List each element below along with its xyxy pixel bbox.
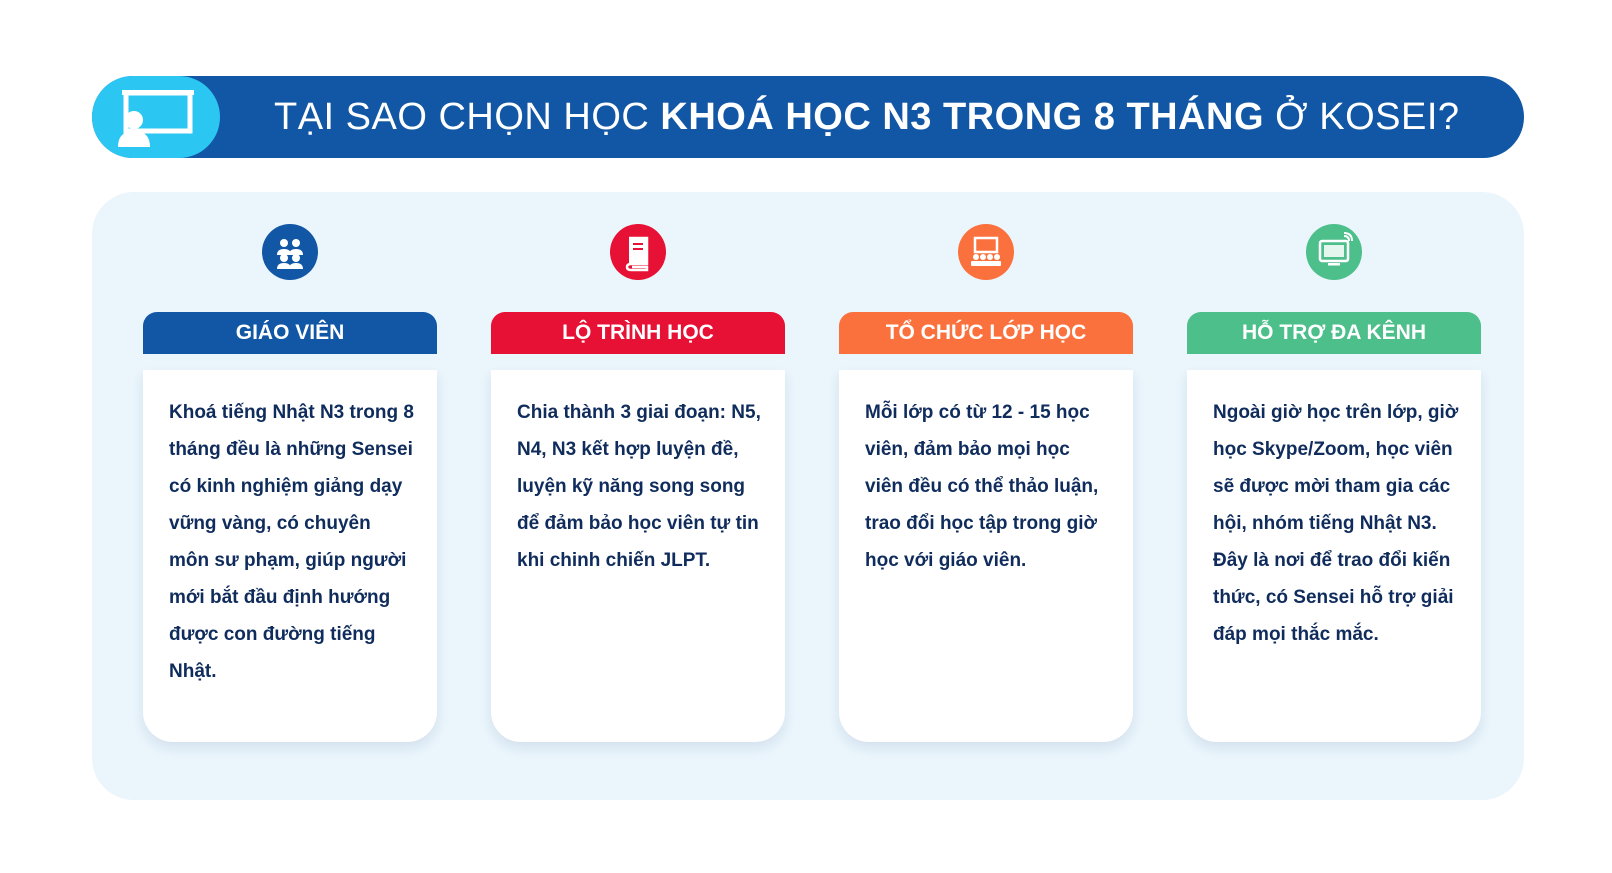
feature-card xyxy=(1187,370,1481,742)
feature-title: TỔ CHỨC LỚP HỌC xyxy=(839,312,1133,354)
feature-text: Khoá tiếng Nhật N3 trong 8 tháng đều là những Sensei có kinh nghiệm giảng dạy vững vàng, có chuyên môn sư phạm, giúp người mới bắt đầu định hướng được con đường tiếng Nhật. xyxy=(169,402,414,682)
feature-card xyxy=(143,370,437,742)
title-prefix: TẠI SAO CHỌN HỌC xyxy=(274,96,661,138)
group-people-icon xyxy=(262,224,318,280)
feature-text: Chia thành 3 giai đoạn: N5, N4, N3 kết hợp luyện đề, luyện kỹ năng song song để đảm bảo học viên tự tin khi chinh chiến JLPT. xyxy=(517,402,761,571)
feature-text: Ngoài giờ học trên lớp, giờ học Skype/Zoom, học viên sẽ được mời tham gia các hội, nhóm tiếng Nhật N3. Đây là nơi để trao đổi kiến thức, có Sensei hỗ trợ giải đáp mọi thắc mắc. xyxy=(1213,402,1459,645)
feature-title: LỘ TRÌNH HỌC xyxy=(491,312,785,354)
feature-icon-badge xyxy=(1306,224,1362,280)
feature-card xyxy=(839,370,1133,742)
teacher-board-icon xyxy=(112,87,200,147)
classroom-icon xyxy=(958,224,1014,280)
header-badge xyxy=(92,76,220,158)
feature-text: Mỗi lớp có từ 12 - 15 học viên, đảm bảo mọi học viên đều có thể thảo luận, trao đổi học tập trong giờ học với giáo viên. xyxy=(865,402,1099,571)
feature-icon-badge xyxy=(610,224,666,280)
header-bar xyxy=(92,76,1524,158)
online-screen-icon xyxy=(1306,224,1362,280)
feature-card xyxy=(491,370,785,742)
book-icon xyxy=(610,224,666,280)
feature-title: HỖ TRỢ ĐA KÊNH xyxy=(1187,312,1481,354)
feature-icon-badge xyxy=(958,224,1014,280)
title-bold: KHOÁ HỌC N3 TRONG 8 THÁNG xyxy=(660,96,1265,138)
feature-icon-badge xyxy=(262,224,318,280)
title-suffix: Ở KOSEI? xyxy=(1264,96,1460,138)
page-title xyxy=(274,76,1460,158)
feature-title: GIÁO VIÊN xyxy=(143,312,437,354)
